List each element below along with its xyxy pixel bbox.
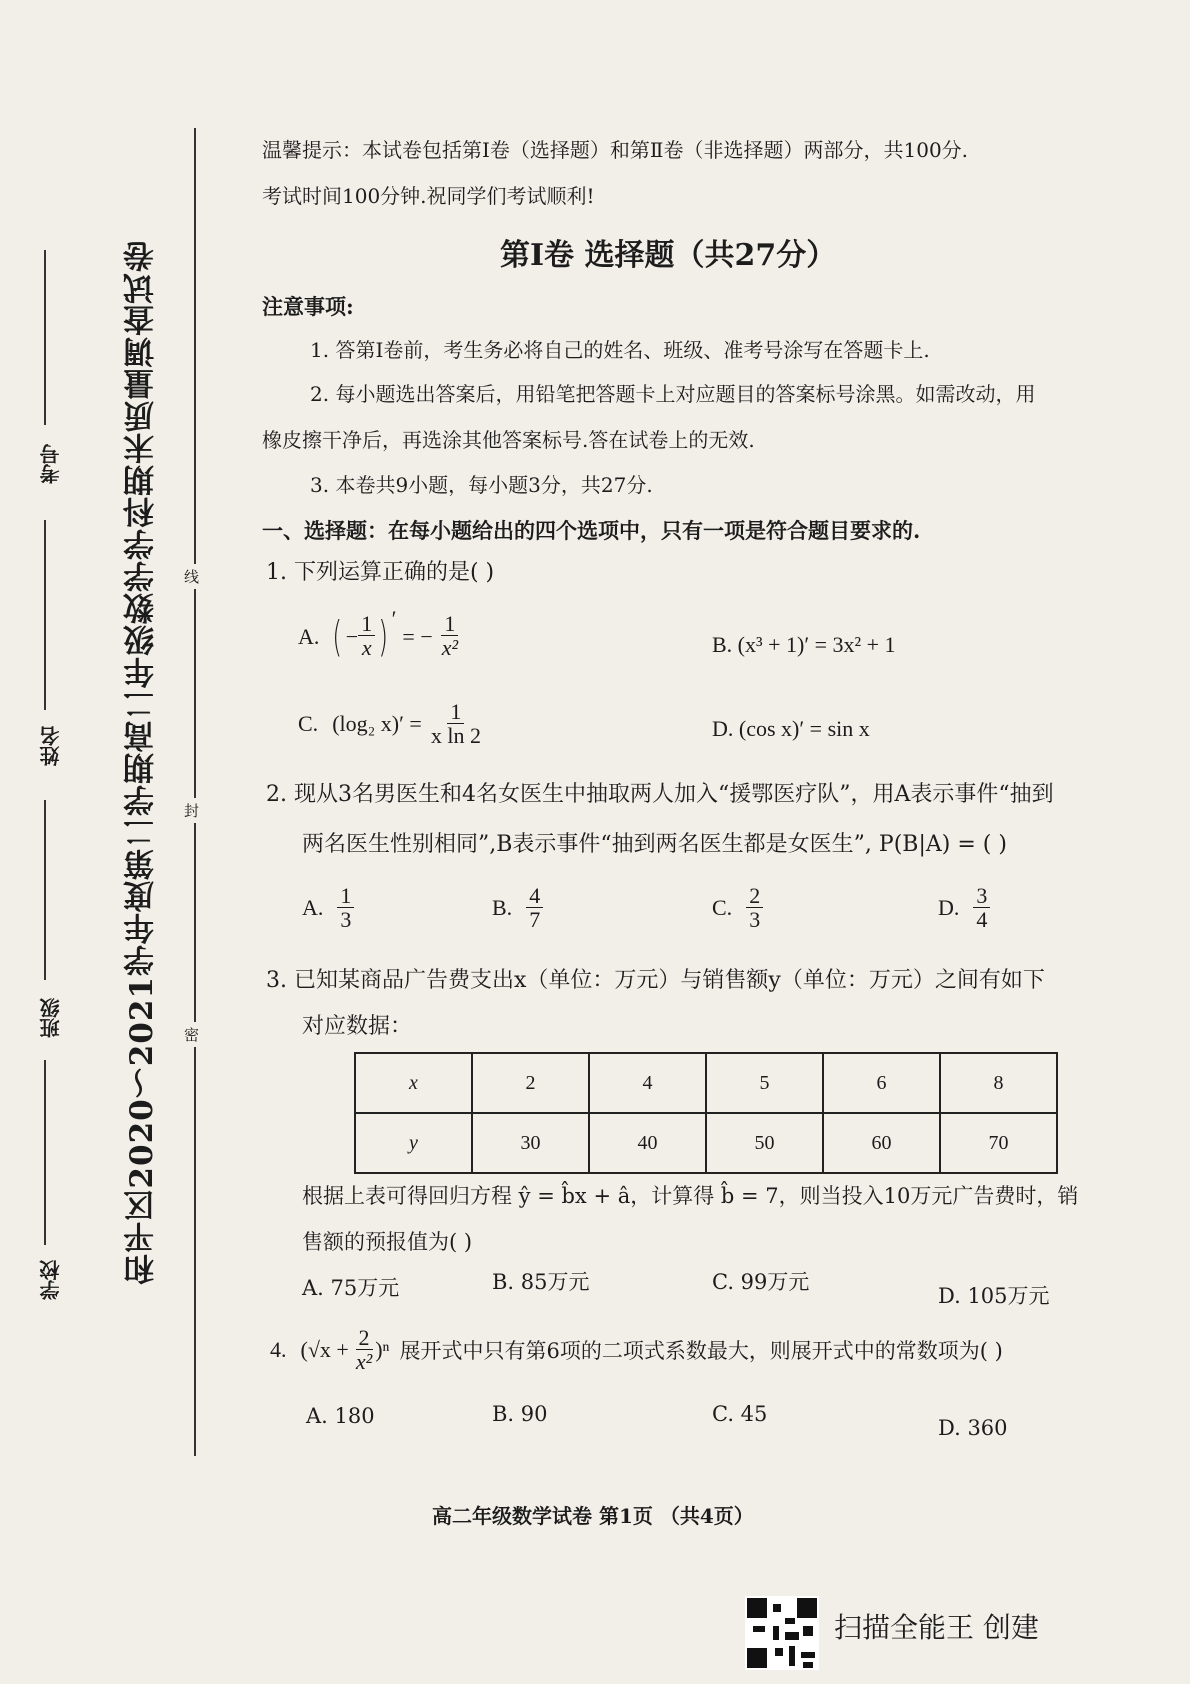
table-row-x bbox=[355, 1053, 1057, 1113]
table-cell: 30 bbox=[472, 1113, 589, 1173]
table-cell: 5 bbox=[706, 1053, 823, 1113]
q2-b-label: B. bbox=[492, 895, 513, 921]
table-cell: 6 bbox=[823, 1053, 940, 1113]
class-line bbox=[44, 800, 46, 980]
q2-d-den: 4 bbox=[976, 907, 988, 933]
q1-option-d: D. (cos x)′ = sin x bbox=[712, 716, 870, 741]
q1-option-c bbox=[298, 700, 484, 748]
q4-label: 4. bbox=[270, 1337, 287, 1363]
q1-option-b: B. (x³ + 1)′ = 3x² + 1 bbox=[712, 632, 896, 657]
q1-c-num: 1 bbox=[447, 700, 464, 724]
q2-line-1: 2. 现从3名男医生和4名女医生中抽取两人加入“援鄂医疗队”，用A表示事件“抽到 bbox=[266, 782, 1054, 807]
q2-d-label: D. bbox=[938, 895, 960, 921]
q3-option-b: B. 85万元 bbox=[492, 1270, 590, 1294]
q1-c-label: C. bbox=[298, 711, 319, 737]
notice-line-1: 温馨提示：本试卷包括第Ⅰ卷（选择题）和第Ⅱ卷（非选择题）两部分，共100分. bbox=[262, 138, 969, 162]
q1-a-den: x bbox=[361, 635, 372, 661]
exam-no-label: 考号 bbox=[39, 444, 63, 484]
q1-stem: 1. 下列运算正确的是( ) bbox=[266, 560, 495, 585]
q2-option-b bbox=[492, 884, 543, 932]
binding-char-mi: 密 bbox=[184, 1022, 199, 1047]
attention-item-1: 1. 答第Ⅰ卷前，考生务必将自己的姓名、班级、准考号涂写在答题卡上. bbox=[310, 338, 930, 362]
q1-option-a: A. ( − $\frac{1}{x}$ ) ′ = − $\frac{1}{\text{x²}}$ bbox=[298, 612, 461, 661]
q3-option-d: D. 105万元 bbox=[938, 1284, 1050, 1308]
q2-c-den: 3 bbox=[749, 907, 761, 933]
q2-a-label: A. bbox=[302, 895, 324, 921]
q4-option-a: A. 180 bbox=[306, 1404, 375, 1428]
q2-a-num: 1 bbox=[337, 884, 354, 908]
notice-line-2: 考试时间100分钟.祝同学们考试顺利! bbox=[262, 184, 595, 208]
table-cell: 70 bbox=[940, 1113, 1057, 1173]
q1-c-lhs: (log₂ x)′ = bbox=[332, 711, 422, 737]
q4-expr-den: x² bbox=[355, 1349, 373, 1375]
table-cell: x bbox=[355, 1053, 472, 1113]
attention-item-3: 3. 本卷共9小题，每小题3分，共27分. bbox=[310, 473, 653, 497]
q2-c-label: C. bbox=[712, 895, 733, 921]
section-title: 第Ⅰ卷 选择题（共27分） bbox=[500, 238, 837, 273]
q3-option-a: A. 75万元 bbox=[302, 1276, 400, 1300]
attention-item-2a: 2. 每小题选出答案后，用铅笔把答题卡上对应题目的答案标号涂黑。如需改动，用 bbox=[310, 382, 1036, 406]
exam-title-vertical: 和平区2020～2021学年度第二学期高二年级数学学科期末质量调查试卷 bbox=[124, 240, 160, 1285]
q2-a-den: 3 bbox=[340, 907, 352, 933]
q4-option-d: D. 360 bbox=[938, 1416, 1008, 1440]
q1-a-eq: = − bbox=[402, 623, 433, 649]
q3-line-1: 3. 已知某商品广告费支出x（单位：万元）与销售额y（单位：万元）之间有如下 bbox=[266, 968, 1045, 993]
attention-item-2b: 橡皮擦干净后，再选涂其他答案标号.答在试卷上的无效. bbox=[262, 428, 755, 452]
name-label: 姓名 bbox=[39, 726, 63, 766]
class-label: 班级 bbox=[39, 998, 63, 1038]
table-cell: 4 bbox=[589, 1053, 706, 1113]
q4-stem bbox=[270, 1326, 1003, 1374]
table-cell: 8 bbox=[940, 1053, 1057, 1113]
exam-no-line bbox=[44, 250, 46, 425]
q1-a-num: 1 bbox=[358, 612, 375, 636]
q1-a-label: A. bbox=[298, 623, 320, 649]
table-cell: 2 bbox=[472, 1053, 589, 1113]
page-footer: 高二年级数学试卷 第1页 （共4页） bbox=[432, 1504, 754, 1528]
q2-c-num: 2 bbox=[746, 884, 763, 908]
q1-a-rnum: 1 bbox=[441, 612, 458, 636]
q4-stem-text: 展开式中只有第6项的二项式系数最大，则展开式中的常数项为( ) bbox=[399, 1339, 1003, 1364]
table-cell: 50 bbox=[706, 1113, 823, 1173]
q3-line-4: 售额的预报值为( ) bbox=[302, 1230, 473, 1254]
table-row-y bbox=[355, 1113, 1057, 1173]
scanner-watermark: 扫描全能王 创建 bbox=[834, 1611, 1039, 1644]
q4-expr-post: )ⁿ bbox=[375, 1337, 390, 1363]
q4-option-b: B. 90 bbox=[492, 1402, 548, 1426]
q2-b-den: 7 bbox=[529, 907, 541, 933]
q1-c-den: x ln 2 bbox=[430, 723, 481, 749]
q2-b-num: 4 bbox=[526, 884, 543, 908]
school-label: 学校 bbox=[39, 1260, 63, 1300]
q2-option-c bbox=[712, 884, 763, 932]
school-line bbox=[44, 1060, 46, 1245]
q3-line-3: 根据上表可得回归方程 ŷ = b̂x + â，计算得 b̂ = 7，则当投入10万元广告费时，销 bbox=[302, 1184, 1079, 1208]
q3-data-table bbox=[354, 1052, 1058, 1174]
qr-code-icon bbox=[745, 1596, 819, 1670]
q2-option-d bbox=[938, 884, 990, 932]
q4-expr-num: 2 bbox=[356, 1326, 373, 1350]
table-cell: 60 bbox=[823, 1113, 940, 1173]
q2-line-2: 两名医生性别相同”,B表示事件“抽到两名医生都是女医生”, P(B|A) = ( ) bbox=[302, 832, 1007, 857]
attention-heading: 注意事项: bbox=[262, 294, 354, 319]
q4-option-c: C. 45 bbox=[712, 1402, 768, 1426]
binding-char-xian: 线 bbox=[184, 564, 199, 589]
q3-line-2: 对应数据： bbox=[302, 1014, 413, 1039]
table-cell: y bbox=[355, 1113, 472, 1173]
q3-option-c: C. 99万元 bbox=[712, 1270, 810, 1294]
part-heading: 一、选择题：在每小题给出的四个选项中，只有一项是符合题目要求的. bbox=[262, 518, 921, 543]
name-line bbox=[44, 520, 46, 710]
q1-a-rden: x² bbox=[441, 635, 459, 661]
q4-expr-pre: (√x + bbox=[300, 1337, 349, 1363]
binding-line bbox=[194, 128, 196, 1456]
q2-option-a bbox=[302, 884, 354, 932]
binding-char-feng: 封 bbox=[184, 798, 199, 823]
q2-d-num: 3 bbox=[973, 884, 990, 908]
table-cell: 40 bbox=[589, 1113, 706, 1173]
